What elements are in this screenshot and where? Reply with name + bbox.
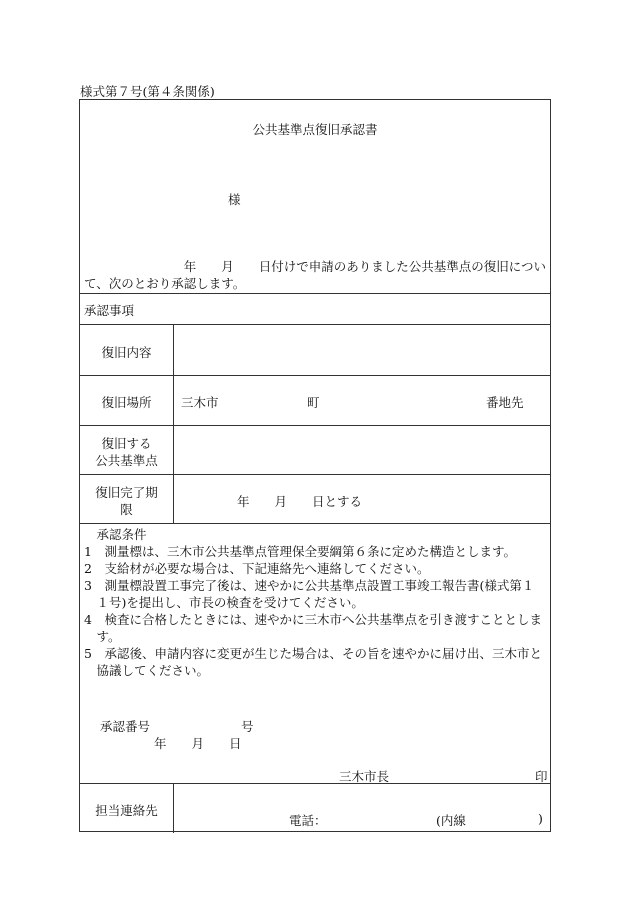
deadline-label-line-2: 限 [120,502,133,517]
condition-item: 4 検査に合格したときには、速やかに三木市へ公共基準点を引き渡すこととします。 [84,612,542,644]
divider [80,783,550,784]
location-suffix: 番地先 [486,395,524,410]
location-city: 三木市 [181,395,219,410]
divider [80,324,550,325]
condition-item: 3 測量標設置工事完了後は、速やかに公共基準点設置工事竣工報告書(様式第１１号)を提出し、市長の検査を受けてください。 [84,578,535,610]
deadline-value: 年 月 日とする [237,494,363,509]
condition-item: 1 測量標は、三木市公共基準点管理保全要綱第６条に定めた構造とします。 [84,544,516,559]
intro-line-1: 年 月 日付けで申請のありました公共基準点の復旧につい [183,259,546,274]
restoration-location-label: 復旧場所 [101,395,152,410]
extension-open: (内線 [436,813,466,828]
restoration-content-label: 復旧内容 [101,345,152,360]
form-number-label: 様式第７号(第４条関係) [80,84,215,99]
approval-number-suffix: 号 [241,719,254,734]
location-town: 町 [307,395,320,410]
divider [80,523,550,524]
column-divider [173,324,174,523]
conditions-heading: 承認条件 [96,527,147,542]
divider [80,425,550,426]
control-point-label-line-1: 復旧する [101,436,152,451]
contact-label: 担当連絡先 [95,803,158,818]
mayor-label: 三木市長 [339,769,390,784]
divider [80,293,550,294]
approval-date: 年 月 日 [154,736,242,751]
seal-mark: 印 [535,769,548,784]
condition-item: 2 支給材が必要な場合は、下記連絡先へ連絡してください。 [84,561,430,576]
section-header: 承認事項 [84,303,135,318]
approval-conditions [84,526,546,679]
column-divider [173,783,174,833]
deadline-label-line-1: 復旧完了期 [95,485,158,500]
phone-label: 電話： [289,813,327,828]
approval-form [79,99,551,832]
divider [80,375,550,376]
form-title: 公共基準点復旧承認書 [252,122,378,137]
addressee-suffix: 様 [228,192,241,207]
approval-number-label: 承認番号 [100,719,151,734]
condition-item: 5 承認後、申請内容に変更が生じた場合は、その旨を速やかに届け出、三木市と協議してください。 [84,646,542,678]
control-point-label-line-2: 公共基準点 [95,453,158,468]
extension-close: ) [538,811,543,826]
intro-line-2: て、次のとおり承認します。 [84,276,246,291]
divider [80,474,550,475]
